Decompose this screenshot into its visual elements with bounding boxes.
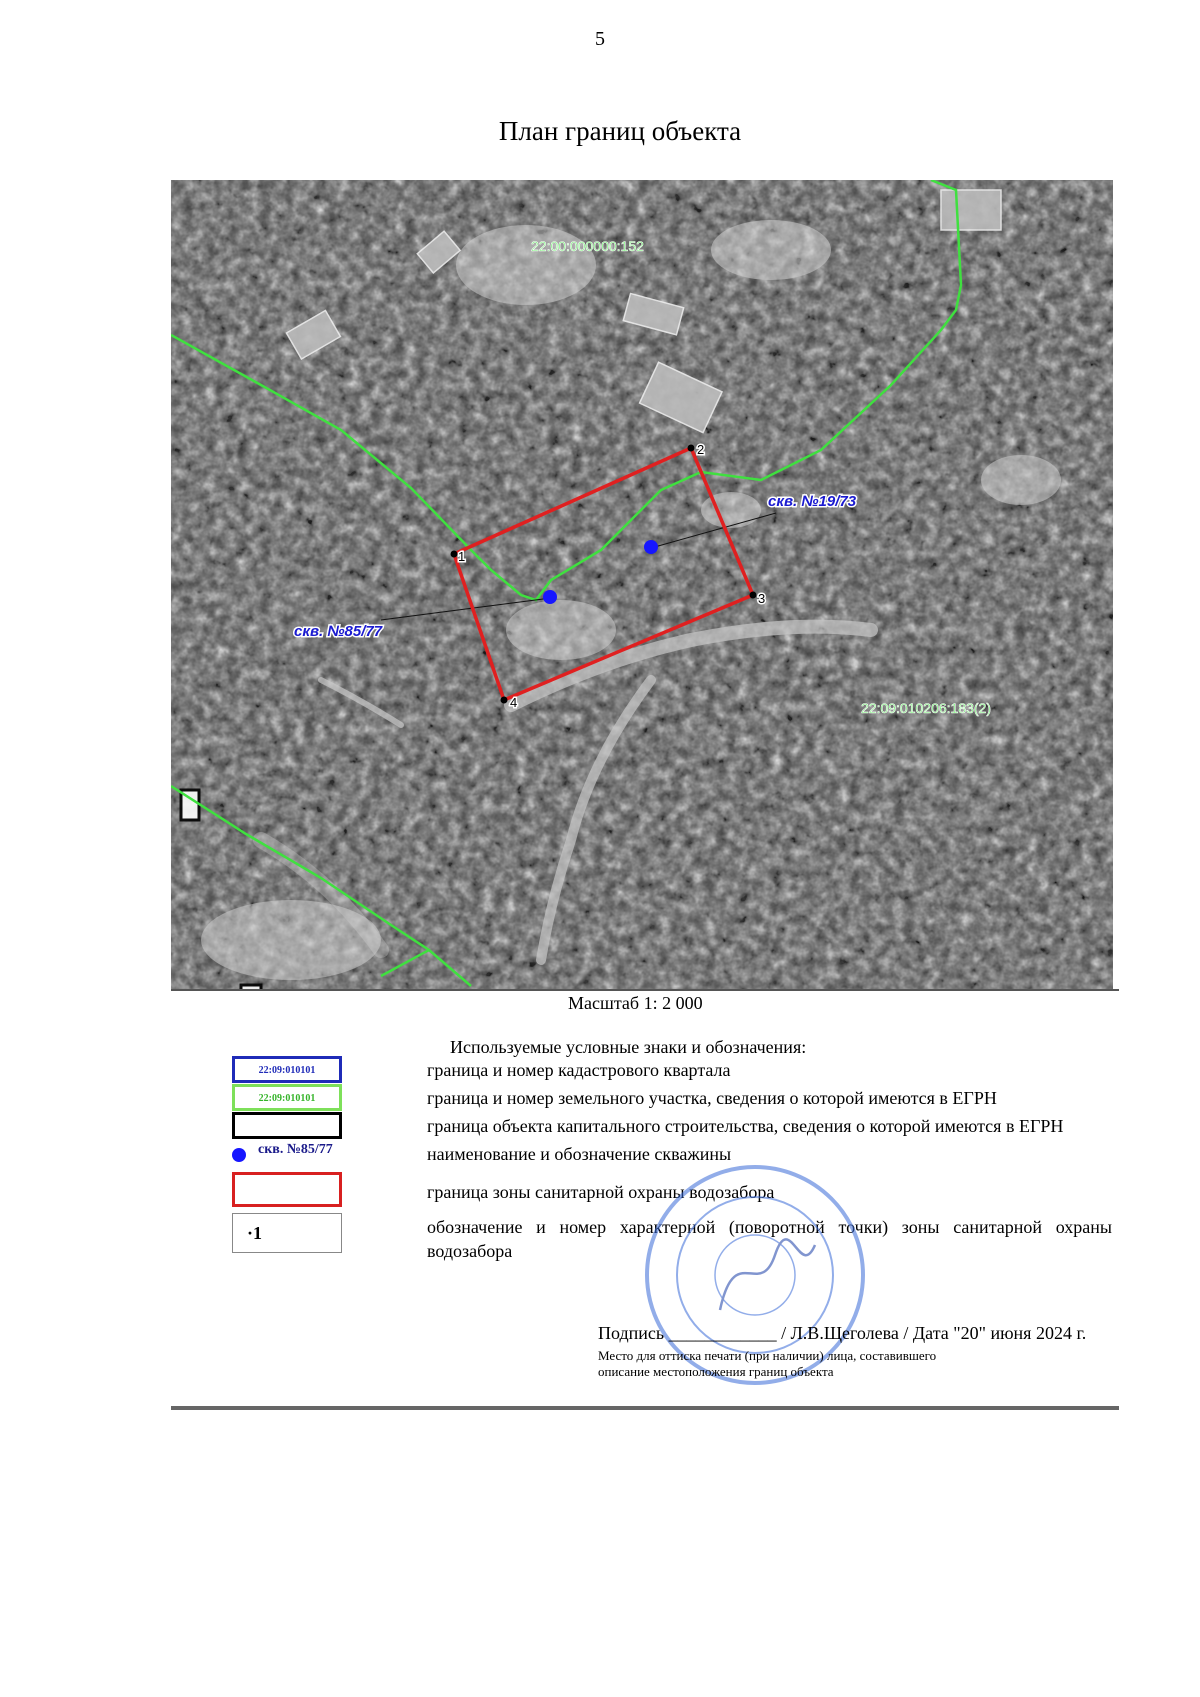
stamp-note-line-2: описание местоположения границ объекта	[598, 1364, 834, 1379]
point-label-3: 3	[758, 591, 766, 606]
legend-symbol-zone	[232, 1172, 342, 1207]
point-label-4: 4	[510, 695, 518, 710]
legend-text-well: наименование и обозначение скважины	[427, 1144, 732, 1164]
legend-symbol-parcel: 22:09:010101	[232, 1084, 342, 1111]
map-bottom-rule	[171, 989, 1119, 991]
point-label-1: 1	[458, 549, 466, 564]
page-title: План границ объекта	[498, 116, 742, 146]
point-label-2: 2	[697, 442, 705, 457]
footer-rule	[171, 1406, 1119, 1410]
page-number: 5	[595, 28, 605, 50]
legend-text-zone: граница зоны санитарной охраны водозабора	[427, 1182, 775, 1202]
legend-text-quarter: граница и номер кадастрового квартала	[427, 1060, 731, 1080]
legend-well-label: скв. №85/77	[258, 1142, 333, 1157]
legend-symbol-point: ·1	[232, 1213, 342, 1253]
legend-symbol-building	[232, 1112, 342, 1139]
legend-text-point: обозначение и номер характерной (поворотной точки) зоны санитарной охраны водозабора	[427, 1217, 1112, 1261]
well-label-19-73: скв. №19/73	[768, 493, 857, 510]
legend-symbol-well	[232, 1140, 352, 1168]
well-label-85-77: скв. №85/77	[294, 623, 383, 640]
map-scale: Масштаб 1: 2 000	[568, 993, 703, 1013]
well-19-73-marker[interactable]	[644, 540, 658, 554]
parcel-label-152: 22:00:000000:152	[531, 238, 644, 254]
legend-heading: Используемые условные знаки и обозначения:	[450, 1037, 807, 1057]
signature-block	[598, 1323, 1118, 1380]
well-85-77-marker[interactable]	[543, 590, 557, 604]
aerial-map[interactable]	[171, 180, 1113, 990]
legend-symbol-quarter: 22:09:010101	[232, 1056, 342, 1083]
map-svg	[171, 180, 1113, 990]
parcel-label-183: 22:09:010206:183(2)	[861, 700, 991, 716]
legend-text-parcel: граница и номер земельного участка, сведения о которой имеются в ЕГРН	[427, 1088, 997, 1108]
signature-line: Подпись ____________ / Л.В.Щеголева / Дата "20" июня 2024 г.	[598, 1323, 1087, 1343]
stamp-place-note	[598, 1348, 1118, 1380]
stamp-note-line-1: Место для оттиска печати (при наличии) лица, составившего	[598, 1348, 937, 1363]
well-dot-icon	[232, 1148, 246, 1162]
legend-text-building: граница объекта капитального строительства, сведения о которой имеются в ЕГРН	[427, 1116, 1064, 1136]
